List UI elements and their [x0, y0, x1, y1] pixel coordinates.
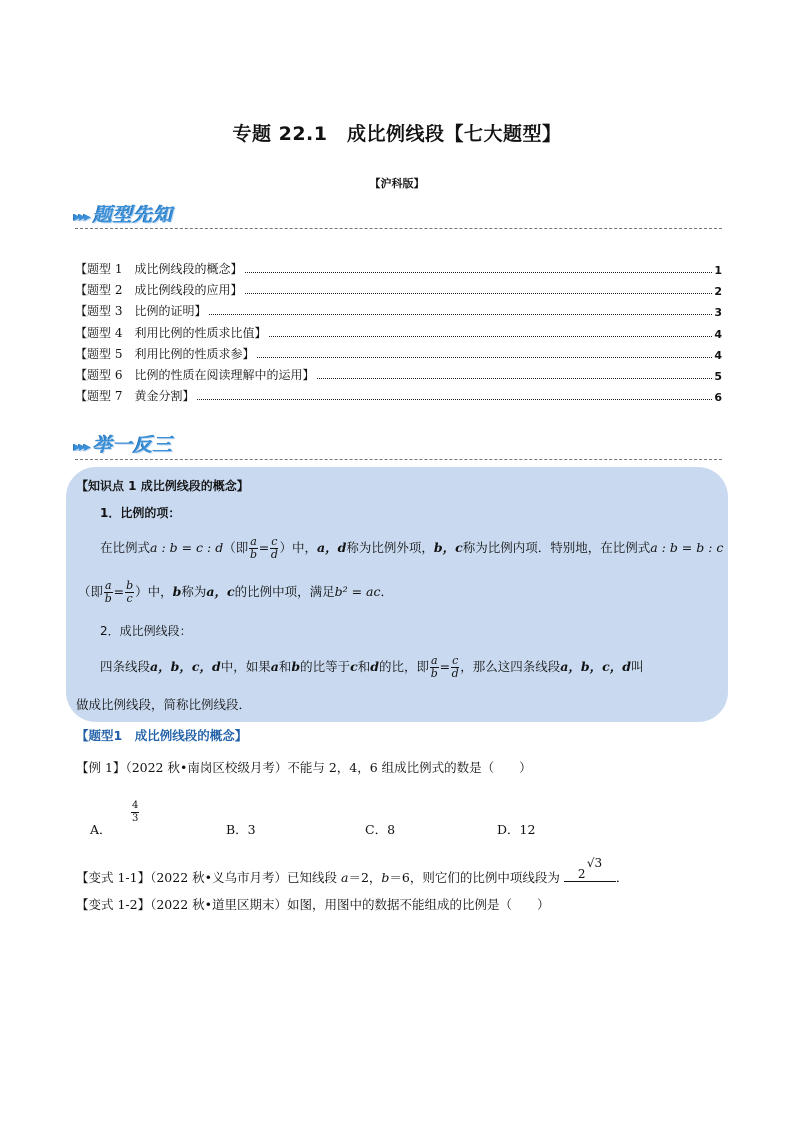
option-d: D．12 — [497, 822, 536, 837]
toc-leader-dots — [257, 357, 712, 358]
toc-leader-dots — [209, 314, 712, 315]
toc-item-label: 【题型 7 黄金分割】 — [75, 389, 195, 404]
mean-proportional-formula: b² = ac — [334, 584, 381, 599]
section-banner-practice — [74, 430, 173, 457]
toc-item-label: 【题型 6 比例的性质在阅读理解中的运用】 — [75, 368, 315, 382]
answer-coefficient: 2 — [577, 867, 586, 881]
toc-item[interactable] — [75, 365, 722, 383]
triple-arrow-icon: ▸▸▸ — [74, 209, 90, 225]
toc-page-number: 1 — [714, 264, 722, 277]
toc-page-number: 3 — [714, 306, 722, 320]
text: a，d — [316, 540, 347, 555]
toc-page-number: 2 — [714, 285, 722, 299]
variant-label: 【变式 1-1】 — [76, 870, 151, 885]
toc-leader-dots — [317, 378, 712, 379]
text: 称为比例外项， — [346, 540, 434, 555]
banner-preview-text: 题型先知 — [93, 204, 174, 226]
toc-page-number: 4 — [714, 327, 722, 341]
banner-practice-text: 举一反三 — [93, 434, 174, 456]
variant-1-2: 【变式 1-2】（2022 秋•道里区期末）如图，用图中的数据不能组成的比例是（ ） — [76, 897, 550, 912]
example-text: （2022 秋•南岗区校级月考）不能与 2，4，6 组成比例式的数是（ ） — [125, 760, 532, 775]
knowledge-item1-title: 1．比例的项： — [100, 506, 181, 520]
example-label: 【例 1】 — [76, 760, 126, 775]
toc-item[interactable] — [75, 280, 722, 298]
knowledge-item2-title: 2．成比例线段： — [100, 624, 192, 638]
toc-item-label: 【题型 5 利用比例的性质求参】 — [75, 346, 255, 361]
toc-item[interactable] — [75, 344, 722, 362]
fraction-a-b: $\frac{a}{b}$ — [430, 654, 438, 680]
answer-blank — [564, 856, 616, 882]
divider — [75, 459, 722, 460]
answer-root: √3 — [586, 856, 603, 870]
knowledge-heading: 【知识点 1 成比例线段的概念】 — [76, 479, 249, 493]
toc-item-label: 【题型 3 比例的证明】 — [75, 304, 207, 319]
toc-leader-dots — [245, 272, 712, 273]
edition-label: 【沪科版】 — [369, 177, 425, 190]
variant-1-1: 【变式 1-1】（2022 秋•义乌市月考）已知线段 a＝2，b＝6，则它们的比例中项线段为 2 √3 ． — [76, 856, 629, 885]
triple-arrow-icon: ▸▸▸ — [74, 439, 90, 455]
example-1 — [76, 758, 532, 776]
knowledge-para-1: 在比例式a : b = c : d（即 $\frac{a}{b}$ = $\frac{c}{d}$ ）中，a，d称为比例外项，b，c称为比例内项．特别地，在比例式a : b = b : c — [100, 535, 724, 561]
fraction-c-d: $\frac{c}{d}$ — [270, 535, 278, 561]
toc-page-number: 5 — [714, 370, 722, 383]
toc-page-number: 6 — [714, 391, 722, 405]
knowledge-para-2: （即 $\frac{a}{b}$ = $\frac{b}{c}$ ）中，b称为a，c的比例中项，满足b² = ac． — [78, 579, 394, 605]
text: 在比例式 — [100, 540, 151, 555]
toc-item-label: 【题型 4 利用比例的性质求比值】 — [75, 325, 267, 340]
text: b，c — [433, 540, 463, 555]
knowledge-para-3: 四条线段a，b，c，d中，如果a和b的比等于c和d的比，即 $\frac{a}{b}$ = $\frac{c}{d}$ ，那么这四条线段a，b，c，d叫 — [100, 654, 644, 680]
toc-item[interactable] — [75, 301, 722, 319]
option-a-fraction: $\frac{4}{3}$ — [132, 800, 139, 824]
document-title: 专题 22.1 成比例线段【七大题型】 — [232, 123, 562, 145]
fraction-c-d: $\frac{c}{d}$ — [451, 654, 459, 680]
toc-item-label: 【题型 2 成比例线段的应用】 — [75, 283, 243, 298]
ratio-expression: a : b = c : d — [150, 540, 224, 555]
fraction-a-b: $\frac{a}{b}$ — [104, 579, 112, 605]
section-banner-preview — [74, 200, 173, 227]
text: 称为比例内项．特别地，在比例式 — [462, 540, 651, 555]
toc-item[interactable] — [75, 386, 722, 404]
toc-leader-dots — [245, 293, 712, 294]
divider — [75, 228, 722, 229]
toc-page-number: 4 — [714, 348, 722, 362]
option-a: A． — [90, 822, 112, 837]
toc-leader-dots — [269, 336, 712, 337]
text: （即 — [223, 540, 249, 555]
option-c: C．8 — [365, 822, 396, 837]
toc-item[interactable] — [75, 259, 722, 277]
type1-heading: 【题型1 成比例线段的概念】 — [76, 728, 248, 743]
knowledge-para-4: 做成比例线段，简称比例线段． — [76, 697, 252, 712]
toc-item-label: 【题型 1 成比例线段的概念】 — [75, 262, 243, 276]
toc-leader-dots — [197, 399, 712, 400]
fraction-b-c: $\frac{b}{c}$ — [126, 579, 134, 605]
toc-item[interactable] — [75, 323, 722, 341]
option-b: B．3 — [226, 822, 256, 837]
fraction-a-b: $\frac{a}{b}$ — [249, 535, 258, 561]
ratio-expression: a : b = b : c — [650, 540, 724, 555]
text: ）中， — [279, 540, 317, 555]
variant-label: 【变式 1-2】 — [76, 897, 151, 912]
